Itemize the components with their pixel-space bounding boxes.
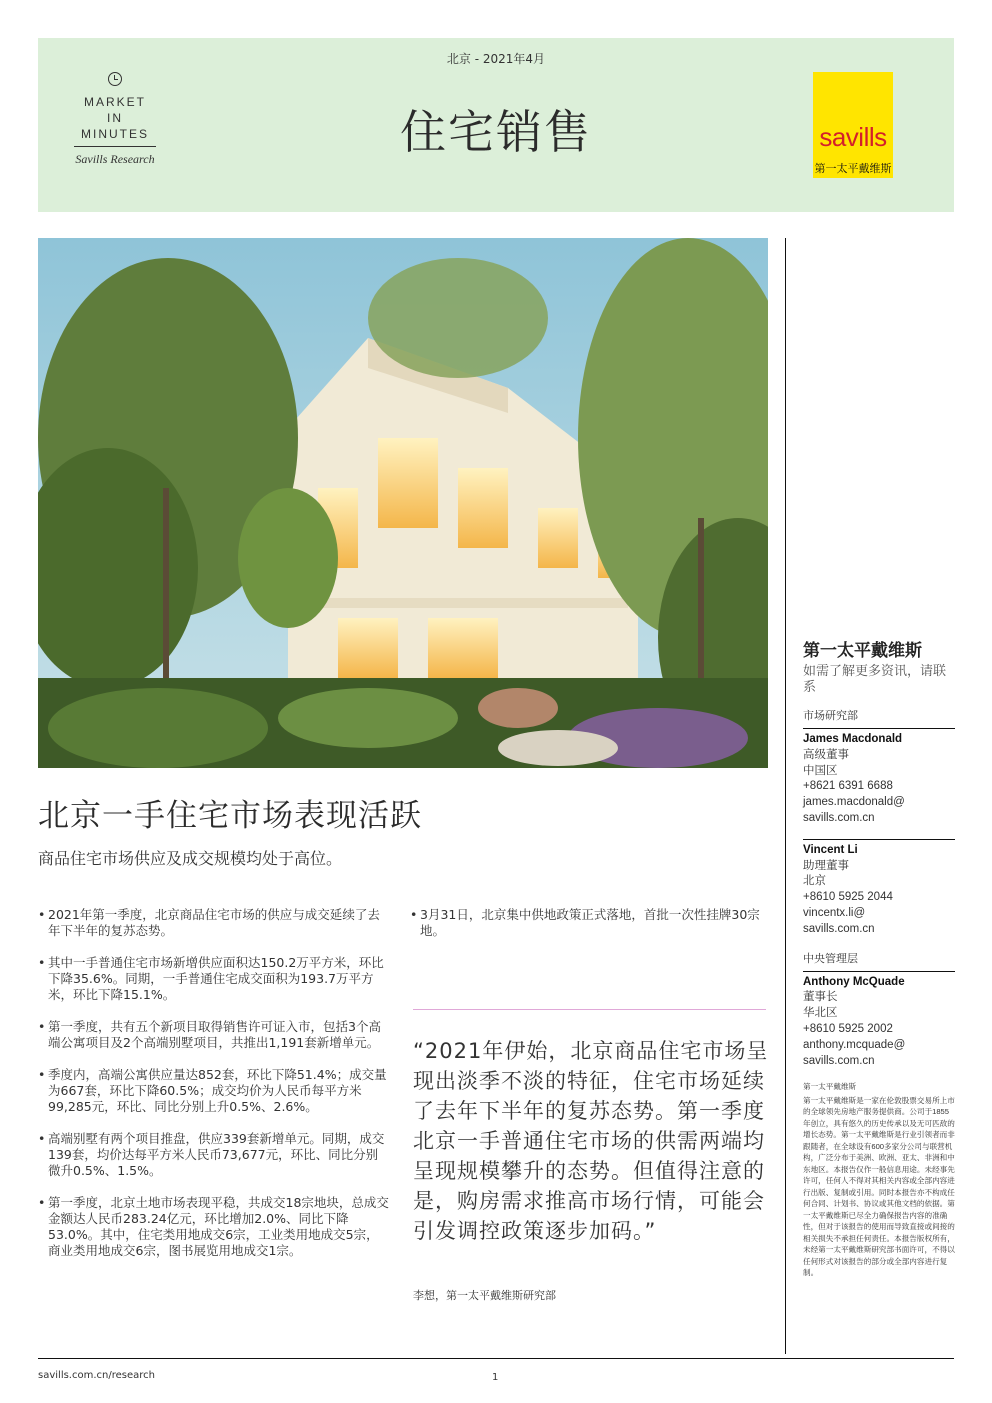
contact-card — [803, 728, 955, 827]
bullet-item: • 3月31日，北京集中供地政策正式落地，首批一次性挂牌30宗地。 — [410, 907, 766, 939]
brand-line: IN — [107, 111, 123, 125]
sidebar-title: 第一太平戴维斯 — [803, 641, 922, 660]
sidebar-intro: 如需了解更多资讯，请联系 — [803, 663, 947, 694]
contact-title: 助理董事 — [803, 859, 849, 872]
page-number: 1 — [492, 1372, 499, 1383]
footer-divider — [38, 1358, 954, 1359]
bullet-item: • 2021年第一季度，北京商品住宅市场的供应与成交延续了去年下半年的复苏态势。 — [38, 907, 390, 939]
contact-region: 华北区 — [803, 1007, 838, 1020]
contact-phone: +8610 5925 2002 — [803, 1022, 893, 1035]
brand-subtitle: Savills Research — [75, 152, 155, 166]
bullet-item: • 其中一手普通住宅市场新增供应面积达150.2万平方米，环比下降35.6%。同期，一手普通住宅成交面积为193.7万平方米，环比下降15.1%。 — [38, 955, 390, 1003]
contact-name: Vincent Li — [803, 843, 858, 856]
clock-icon — [108, 72, 122, 86]
disclaimer-text: 第一太平戴维斯是一家在伦敦股票交易所上市的全球领先房地产服务提供商。公司于1855年创立，具有悠久的历史传承以及无可匹敌的增长态势。第一太平戴维斯是行业引领者而非跟随者，在全球设有600多家分公司与联营机构，广泛分布于美洲、欧洲、亚太、非洲和中东地区。本报告仅作一般信息用途。未经事先许可，任何人不得对其相关内容或全部内容进行出版、复制或引用。同时本报告亦不构成任何合同、计划书、协议或其他文档的依据。第一太平戴维斯已尽全力确保报告内容的准确性，但对于该报告的使用而导致直接或间接的相关损失不承担任何责任。本报告版权所有，未经第一太平戴维斯研究部书面许可，不得以任何形式对该报告的部分或全部内容进行复制。 — [803, 1095, 955, 1278]
contact-name: James Macdonald — [803, 733, 903, 745]
bullet-list-right — [410, 907, 766, 955]
contact-title: 董事长 — [803, 991, 838, 1004]
section-label: 市场研究部 — [803, 710, 858, 722]
contact-card — [803, 839, 955, 938]
contact-email-domain[interactable]: savills.com.cn — [803, 811, 875, 824]
quote-divider — [413, 1009, 766, 1010]
contact-phone: +8621 6391 6688 — [803, 780, 893, 793]
villa-photo — [38, 238, 768, 768]
contact-email-domain[interactable]: savills.com.cn — [803, 922, 875, 935]
savills-logo — [813, 72, 893, 178]
villa-illustration — [38, 238, 768, 768]
contact-region: 中国区 — [803, 764, 838, 777]
footer-url[interactable]: savills.com.cn/research — [38, 1370, 155, 1381]
contact-sidebar — [803, 636, 955, 1279]
disclaimer-title: 第一太平戴维斯 — [803, 1082, 857, 1092]
headline: 北京一手住宅市场表现活跃 — [38, 798, 422, 834]
logo-wordmark: savills — [819, 122, 887, 152]
contact-email[interactable]: vincentx.li@ — [803, 906, 866, 919]
bullet-item: • 季度内，高端公寓供应量达852套，环比下降51.4%；成交量为667套，环比下降60.5%；成交均价为人民币每平方米99,285元，环比、同比分别上升0.5%、2.6%。 — [38, 1067, 390, 1115]
bullet-item: • 高端别墅有两个项目推盘，供应339套新增单元。同期，成交139套，均价达每平方米人民币73,677元，环比、同比分别微升0.5%、1.5%。 — [38, 1131, 390, 1179]
bullet-item: • 第一季度，共有五个新项目取得销售许可证入市，包括3个高端公寓项目及2个高端别墅项目，共推出1,191套新增单元。 — [38, 1019, 390, 1051]
pull-quote: “2021年伊始，北京商品住宅市场呈现出淡季不淡的特征，住宅市场延续了去年下半年的复苏态势。第一季度北京一手普通住宅市场的供需两端均呈现规模攀升的态势。但值得注意的是，购房需求推高市场行情，可能会引发调控政策逐步加码。” — [413, 1039, 769, 1243]
contact-name: Anthony McQuade — [803, 975, 905, 988]
bullet-list-left — [38, 907, 390, 1275]
column-divider — [785, 238, 786, 1354]
section-label: 中央管理层 — [803, 952, 858, 965]
contact-email-domain[interactable]: savills.com.cn — [803, 1054, 875, 1067]
headline-subtitle: 商品住宅市场供应及成交规模均处于高位。 — [38, 849, 343, 868]
bullet-item: • 第一季度，北京土地市场表现平稳，共成交18宗地块，总成交金额达人民币283.24亿元，环比增加2.0%、同比下降53.0%。其中，住宅类用地成交6宗，工业类用地成交5宗，商业类用地成交6宗，图书展览用地成交1宗。 — [38, 1195, 390, 1259]
brand-line: MINUTES — [81, 127, 149, 141]
logo-chinese-name: 第一太平戴维斯 — [814, 163, 892, 175]
quote-attribution: 李想，第一太平戴维斯研究部 — [413, 1289, 556, 1302]
contact-email[interactable]: james.macdonald@ — [803, 796, 905, 809]
contact-email[interactable]: anthony.mcquade@ — [803, 1038, 906, 1051]
contact-phone: +8610 5925 2044 — [803, 891, 893, 904]
disclaimer — [803, 1081, 955, 1279]
page-title: 住宅销售 — [400, 105, 592, 159]
brand-line: MARKET — [83, 95, 146, 109]
contact-region: 北京 — [803, 875, 826, 888]
contact-title: 高级董事 — [803, 748, 849, 761]
contact-card — [803, 971, 955, 1070]
date-line: 北京 - 2021年4月 — [446, 52, 546, 66]
